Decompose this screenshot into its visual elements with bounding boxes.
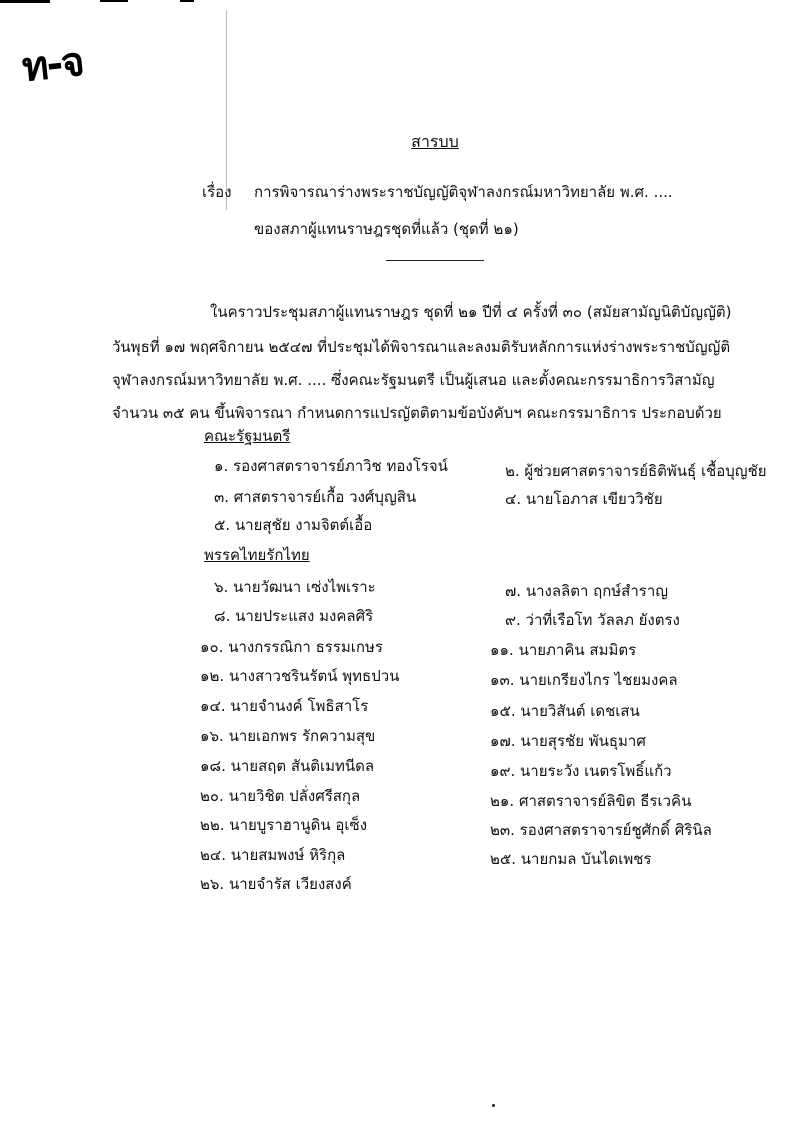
member-item: ๖. นายวัฒนา เซ่งไพเราะ bbox=[214, 578, 376, 596]
member-item: ๙. ว่าที่เรือโท วัลลภ ยังตรง bbox=[505, 611, 680, 629]
member-item: ๒๒. นายบูราฮานูดิน อุเซ็ง bbox=[200, 816, 368, 834]
member-item: ๘. นายประแสง มงคลศิริ bbox=[214, 607, 374, 625]
member-item: ๑๗. นายสุรชัย พันธุมาศ bbox=[490, 732, 646, 750]
paragraph-line: ในคราวประชุมสภาผู้แทนราษฎร ชุดที่ ๒๑ ปีที่ ๔ ครั้งที่ ๓๐ (สมัยสามัญนิติบัญญัติ) bbox=[210, 303, 732, 321]
paragraph-line: จุฬาลงกรณ์มหาวิทยาลัย พ.ศ. .... ซึ่งคณะรัฐมนตรี เป็นผู้เสนอ และตั้งคณะกรรมาธิการวิสามัญ bbox=[112, 371, 715, 389]
member-item: ๒๐. นายวิชิต ปลั่งศรีสกุล bbox=[200, 787, 361, 805]
member-item: ๕. นายสุชัย งามจิตต์เอื้อ bbox=[214, 516, 373, 534]
scan-edge-mark bbox=[0, 0, 50, 3]
handwritten-mark: ท-จ bbox=[19, 38, 85, 92]
member-item: ๑๓. นายเกรียงไกร ไชยมงคล bbox=[490, 671, 678, 689]
scan-speck bbox=[492, 1104, 495, 1107]
subject-line-1: การพิจารณาร่างพระราชบัญญัติจุฬาลงกรณ์มหาวิทยาลัย พ.ศ. .... bbox=[254, 183, 673, 201]
section-title-cabinet: คณะรัฐมนตรี bbox=[204, 427, 291, 445]
member-item: ๑๒. นางสาวชรินรัตน์ พุทธปวน bbox=[200, 667, 400, 685]
member-item: ๑๙. นายระวัง เนตรโพธิ์แก้ว bbox=[490, 762, 672, 780]
member-item: ๑๕. นายวิสันต์ เดชเสน bbox=[490, 702, 640, 720]
member-item: ๑. รองศาสตราจารย์ภาวิช ทองโรจน์ bbox=[214, 457, 448, 475]
subject-label: เรื่อง bbox=[202, 183, 232, 201]
member-item: ๒๖. นายจำรัส เวียงสงค์ bbox=[200, 875, 352, 893]
member-item: ๒๓. รองศาสตราจารย์ชูศักดิ์ ศิรินิล bbox=[490, 821, 712, 839]
member-item: ๑๖. นายเอกพร รักความสุข bbox=[200, 727, 376, 745]
member-item: ๒. ผู้ช่วยศาสตราจารย์ธิติพันธุ์ เชื้อบุญชัย bbox=[505, 462, 767, 480]
subject-line-2: ของสภาผู้แทนราษฎรชุดที่แล้ว (ชุดที่ ๒๑) bbox=[254, 220, 519, 238]
member-item: ๗. นางลลิตา ฤกษ์สำราญ bbox=[505, 582, 669, 600]
member-item: ๒๔. นายสมพงษ์ หิริกุล bbox=[200, 846, 346, 864]
member-item: ๑๐. นางกรรณิกา ธรรมเกษร bbox=[200, 638, 383, 656]
section-title-thai-rak-thai: พรรคไทยรักไทย bbox=[204, 546, 310, 564]
scan-edge-mark bbox=[180, 0, 194, 2]
member-item: ๑๘. นายสฤต สันติเมทนีดล bbox=[200, 757, 375, 775]
paragraph-line: จำนวน ๓๕ คน ขึ้นพิจารณา กำหนดการแปรญัตติตามข้อบังคับฯ คณะกรรมาธิการ ประกอบด้วย bbox=[112, 404, 722, 422]
member-item: ๔. นายโอภาส เขียววิชัย bbox=[505, 490, 663, 508]
member-item: ๓. ศาสตราจารย์เกื้อ วงศ์บุญสิน bbox=[214, 488, 417, 506]
document-heading: สารบบ bbox=[411, 132, 459, 151]
member-item: ๒๕. นายกมล บันไดเพชร bbox=[490, 850, 652, 868]
scan-edge-mark bbox=[100, 0, 128, 2]
member-item: ๑๑. นายภาคิน สมมิตร bbox=[490, 641, 637, 659]
paragraph-line: วันพุธที่ ๑๗ พฤศจิกายน ๒๕๔๗ ที่ประชุมได้พิจารณาและลงมติรับหลักการแห่งร่างพระราชบัญญัติ bbox=[112, 338, 731, 356]
member-item: ๑๔. นายจำนงค์ โพธิสาโร bbox=[200, 697, 369, 715]
member-item: ๒๑. ศาสตราจารย์ลิขิต ธีรเวคิน bbox=[490, 792, 692, 810]
divider bbox=[386, 260, 484, 261]
